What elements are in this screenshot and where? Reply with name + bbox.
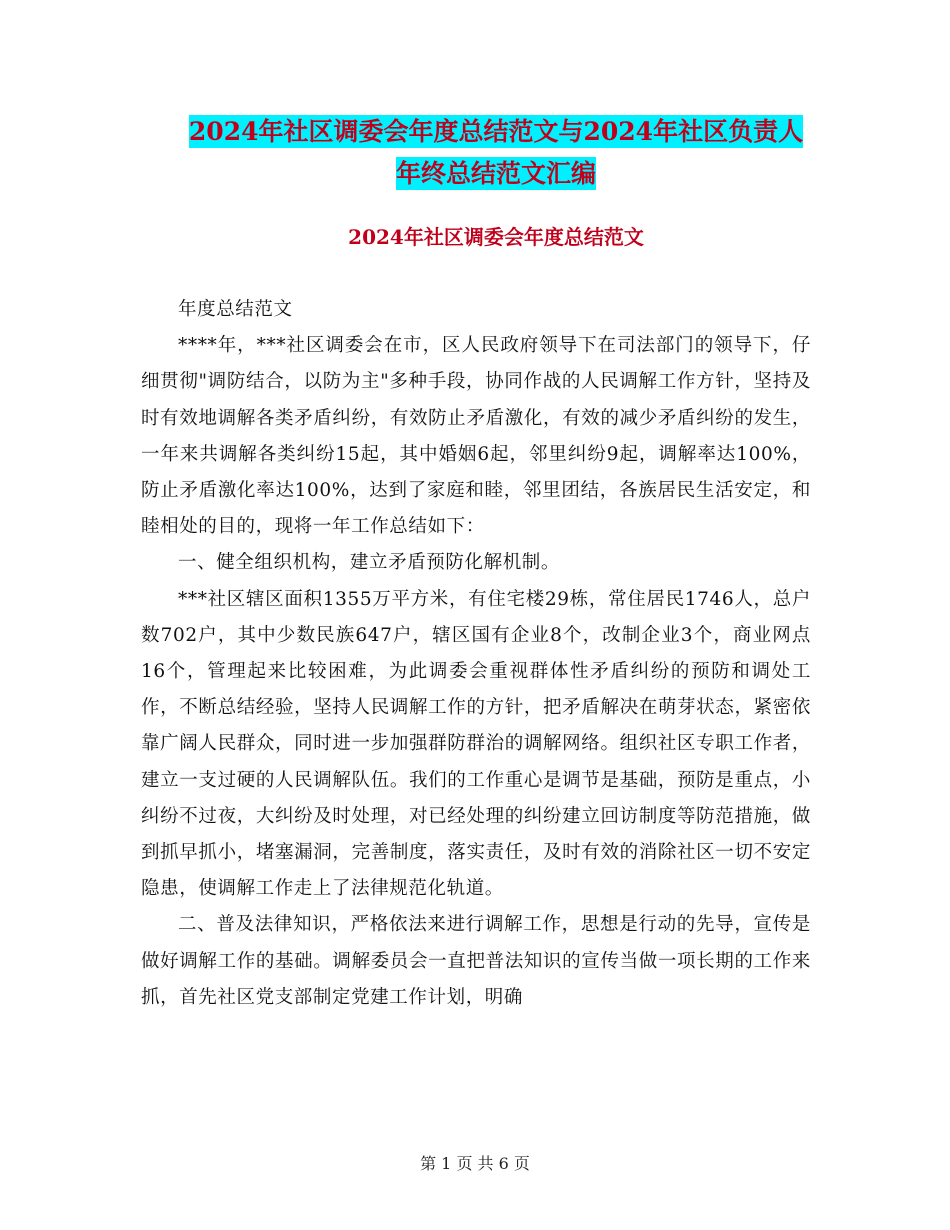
title-highlight: 2024年社区调委会年度总结范文与2024年社区负责人 [188, 117, 804, 146]
page-footer: 第 1 页 共 6 页 [420, 1154, 530, 1173]
section-title: 2024年社区调委会年度总结范文 [348, 225, 644, 249]
paragraph: ****年，***社区调委会在市，区人民政府领导下在司法部门的领导下，仔细贯彻"调防结合，以防为主"多种手段，协同作战的人民调解工作方针，坚持及时有效地调解各类矛盾纠纷，有效防止矛盾激化，有效的减少矛盾纠纷的发生，一年来共调解各类纠纷15起，其中婚姻6起，邻里纠纷9起，调解率达100%，防止矛盾激化率达100%，达到了家庭和睦，邻里团结，各族居民生活安定，和睦相处的目的，现将一年工作总结如下： [141, 335, 811, 538]
paragraph: 年度总结范文 [178, 299, 293, 320]
document-title-line-1 [140, 110, 852, 154]
paragraph: 二、普及法律知识，严格依法来进行调解工作，思想是行动的先导，宣传是做好调解工作的基础。调解委员会一直把普法知识的宣传当做一项长期的工作来抓，首先社区党支部制定党建工作计划，明确 [141, 914, 811, 1008]
paragraph: 一、健全组织机构，建立矛盾预防化解机制。 [178, 552, 561, 574]
document-title-line-2 [140, 152, 852, 196]
document-body [141, 292, 811, 1016]
paragraph: ***社区辖区面积1355万平方米，有住宅楼29栋，常住居民1746人，总户数702户，其中少数民族647户，辖区国有企业8个，改制企业3个，商业网点16个，管理起来比较困难，为此调委会重视群体性矛盾纠纷的预防和调处工作，不断总结经验，坚持人民调解工作的方针，把矛盾解决在萌芽状态，紧密依靠广阔人民群众，同时进一步加强群防群治的调解网络。组织社区专职工作者，建立一支过硬的人民调解队伍。我们的工作重心是调节是基础，预防是重点，小纠纷不过夜，大纠纷及时处理，对已经处理的纠纷建立回访制度等防范措施，做到抓早抓小，堵塞漏洞，完善制度，落实责任，及时有效的消除社区一切不安定隐患，使调解工作走上了法律规范化轨道。 [141, 588, 811, 900]
title-highlight: 年终总结范文汇编 [395, 159, 596, 188]
